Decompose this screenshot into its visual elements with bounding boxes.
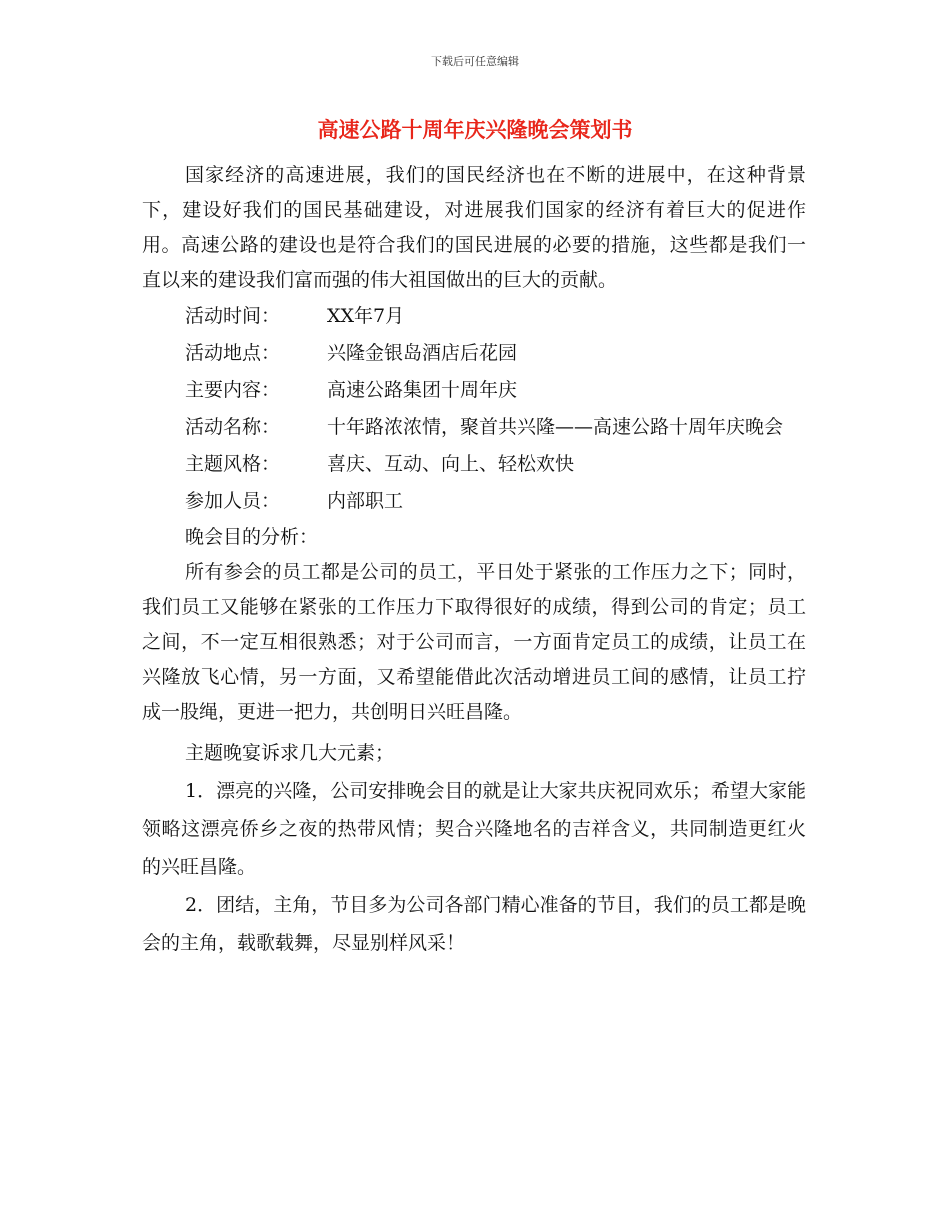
field-value: 十年路浓浓情，聚首共兴隆——高速公路十周年庆晚会 [327,416,784,438]
field-theme-style [142,446,806,483]
field-value: 内部职工 [327,490,404,512]
analysis-paragraph: 所有参会的员工都是公司的员工，平日处于紧张的工作压力之下；同时，我们员工又能够在紧张的工作压力下取得很好的成绩，得到公司的肯定；员工之间，不一定互相很熟悉；对于公司而言，一方面肯定员工的成绩，让员工在兴隆放飞心情，另一方面，又希望能借此次活动增进员工间的感情，让员工拧成一股绳，更进一把力，共创明日兴旺昌隆。 [142,561,806,723]
field-participants [142,483,806,520]
field-value: 兴隆金银岛酒店后花园 [327,342,518,364]
intro-paragraph: 国家经济的高速进展，我们的国民经济也在不断的进展中，在这种背景下，建设好我们的国民基础建设，对进展我们国家的经济有着巨大的促进作用。高速公路的建设也是符合我们的国民进展的必要的措施，这些都是我们一直以来的建设我们富而强的伟大祖国做出的巨大的贡献。 [142,164,806,291]
field-value: 高速公路集团十周年庆 [327,379,518,401]
field-label: 主题风格： [185,453,281,475]
field-activity-name [142,409,806,446]
page-header-note: 下载后可任意编辑 [431,55,519,68]
field-label: 活动时间： [185,305,281,327]
elements-heading: 主题晚宴诉求几大元素； [185,742,395,764]
field-label: 活动名称： [185,416,281,438]
field-label: 参加人员： [185,490,281,512]
field-label: 活动地点： [185,342,281,364]
element-item-2: 2．团结，主角，节目多为公司各部门精心准备的节目，我们的员工都是晚会的主角，载歌载舞，尽显别样风采！ [142,894,806,954]
field-value: XX年7月 [327,305,405,327]
field-label: 主要内容： [185,379,281,401]
analysis-heading: 晚会目的分析： [185,526,319,548]
field-activity-location [142,335,806,372]
field-activity-time [142,298,806,335]
document-title: 高速公路十周年庆兴隆晚会策划书 [317,117,633,142]
document-body [142,158,806,962]
field-main-content [142,372,806,409]
element-item-1: 1．漂亮的兴隆，公司安排晚会目的就是让大家共庆祝同欢乐；希望大家能领略这漂亮侨乡之夜的热带风情；契合兴隆地名的吉祥含义，共同制造更红火的兴旺昌隆。 [142,780,806,878]
field-value: 喜庆、互动、向上、轻松欢快 [327,453,575,475]
